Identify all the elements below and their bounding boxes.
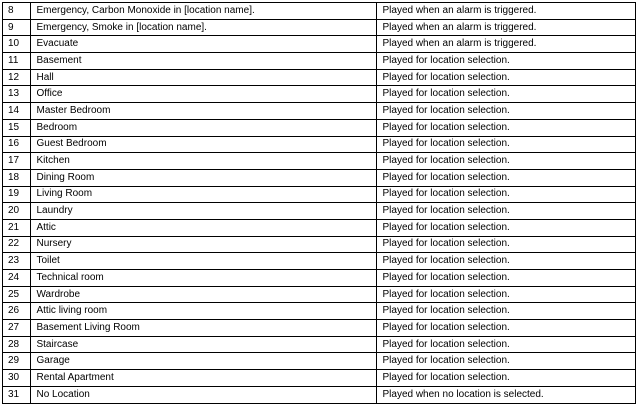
row-number-cell: 14 [3, 103, 31, 120]
description-cell: Played for location selection. [377, 286, 636, 303]
prompt-text-cell: Kitchen [31, 153, 377, 170]
prompt-text-cell: Office [31, 86, 377, 103]
table-row [3, 119, 636, 136]
description-cell: Played for location selection. [377, 69, 636, 86]
description-cell: Played for location selection. [377, 169, 636, 186]
prompt-text-cell: Guest Bedroom [31, 136, 377, 153]
table-row [3, 253, 636, 270]
row-number-cell: 27 [3, 320, 31, 337]
prompt-text-cell: Attic living room [31, 303, 377, 320]
prompt-text-cell: Toilet [31, 253, 377, 270]
row-number-cell: 19 [3, 186, 31, 203]
table-row [3, 336, 636, 353]
description-cell: Played for location selection. [377, 303, 636, 320]
description-cell: Played for location selection. [377, 103, 636, 120]
table-row [3, 19, 636, 36]
description-cell: Played for location selection. [377, 153, 636, 170]
prompt-text-cell: Living Room [31, 186, 377, 203]
description-cell: Played for location selection. [377, 203, 636, 220]
row-number-cell: 24 [3, 270, 31, 287]
description-cell: Played for location selection. [377, 353, 636, 370]
description-cell: Played when an alarm is triggered. [377, 3, 636, 20]
row-number-cell: 16 [3, 136, 31, 153]
prompt-text-cell: Dining Room [31, 169, 377, 186]
table-row [3, 86, 636, 103]
description-cell: Played for location selection. [377, 270, 636, 287]
description-cell: Played for location selection. [377, 219, 636, 236]
description-cell: Played for location selection. [377, 119, 636, 136]
prompt-text-cell: Attic [31, 219, 377, 236]
row-number-cell: 22 [3, 236, 31, 253]
prompt-text-cell: Wardrobe [31, 286, 377, 303]
voice-prompt-table [2, 2, 636, 404]
description-cell: Played when an alarm is triggered. [377, 36, 636, 53]
table-row [3, 270, 636, 287]
row-number-cell: 13 [3, 86, 31, 103]
description-cell: Played for location selection. [377, 136, 636, 153]
prompt-text-cell: No Location [31, 386, 377, 403]
table-row [3, 103, 636, 120]
row-number-cell: 23 [3, 253, 31, 270]
prompt-text-cell: Master Bedroom [31, 103, 377, 120]
row-number-cell: 28 [3, 336, 31, 353]
prompt-text-cell: Technical room [31, 270, 377, 287]
row-number-cell: 26 [3, 303, 31, 320]
table-row [3, 386, 636, 403]
row-number-cell: 29 [3, 353, 31, 370]
row-number-cell: 18 [3, 169, 31, 186]
row-number-cell: 8 [3, 3, 31, 20]
table-row [3, 370, 636, 387]
table-row [3, 3, 636, 20]
table-row [3, 236, 636, 253]
description-cell: Played for location selection. [377, 186, 636, 203]
table-row [3, 136, 636, 153]
table-row [3, 320, 636, 337]
row-number-cell: 20 [3, 203, 31, 220]
prompt-text-cell: Emergency, Carbon Monoxide in [location name]. [31, 3, 377, 20]
table-row [3, 53, 636, 70]
prompt-text-cell: Evacuate [31, 36, 377, 53]
prompt-text-cell: Basement Living Room [31, 320, 377, 337]
prompt-text-cell: Rental Apartment [31, 370, 377, 387]
prompt-text-cell: Garage [31, 353, 377, 370]
description-cell: Played for location selection. [377, 86, 636, 103]
prompt-text-cell: Laundry [31, 203, 377, 220]
table-row [3, 69, 636, 86]
row-number-cell: 30 [3, 370, 31, 387]
table-row [3, 203, 636, 220]
row-number-cell: 11 [3, 53, 31, 70]
prompt-text-cell: Staircase [31, 336, 377, 353]
table-row [3, 186, 636, 203]
row-number-cell: 9 [3, 19, 31, 36]
table-row [3, 169, 636, 186]
row-number-cell: 25 [3, 286, 31, 303]
table-row [3, 286, 636, 303]
table-row [3, 303, 636, 320]
description-cell: Played for location selection. [377, 253, 636, 270]
prompt-text-cell: Basement [31, 53, 377, 70]
row-number-cell: 21 [3, 219, 31, 236]
description-cell: Played for location selection. [377, 320, 636, 337]
table-row [3, 353, 636, 370]
description-cell: Played for location selection. [377, 53, 636, 70]
row-number-cell: 10 [3, 36, 31, 53]
description-cell: Played for location selection. [377, 370, 636, 387]
description-cell: Played for location selection. [377, 336, 636, 353]
prompt-text-cell: Emergency, Smoke in [location name]. [31, 19, 377, 36]
description-cell: Played when an alarm is triggered. [377, 19, 636, 36]
table-row [3, 219, 636, 236]
description-cell: Played when no location is selected. [377, 386, 636, 403]
row-number-cell: 31 [3, 386, 31, 403]
prompt-text-cell: Nursery [31, 236, 377, 253]
description-cell: Played for location selection. [377, 236, 636, 253]
prompt-text-cell: Bedroom [31, 119, 377, 136]
table-body [3, 3, 636, 404]
prompt-text-cell: Hall [31, 69, 377, 86]
row-number-cell: 15 [3, 119, 31, 136]
row-number-cell: 12 [3, 69, 31, 86]
table-row [3, 153, 636, 170]
row-number-cell: 17 [3, 153, 31, 170]
table-row [3, 36, 636, 53]
